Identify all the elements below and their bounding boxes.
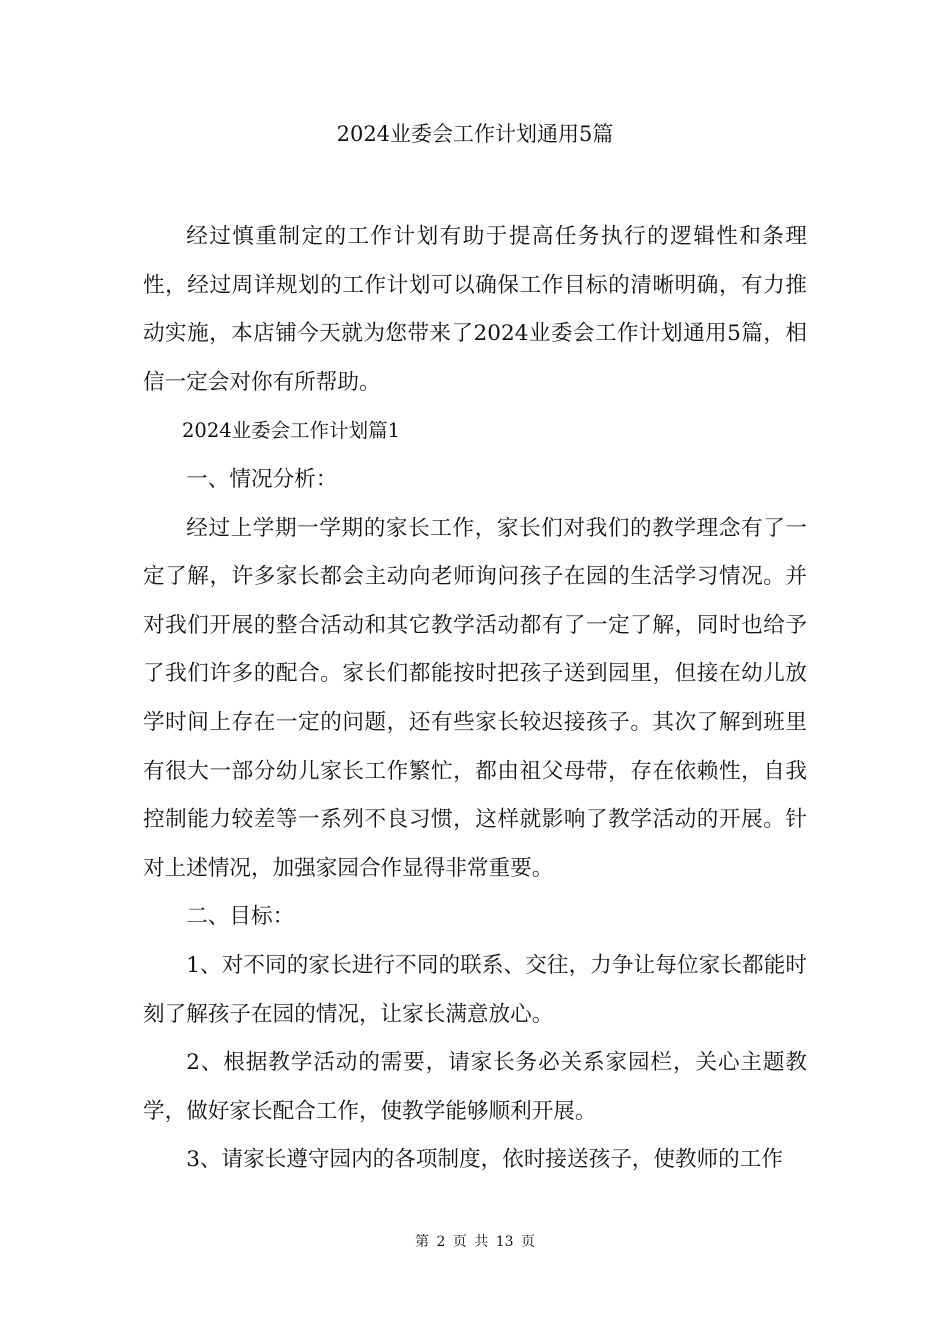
- subsection-heading-situation: 一、情况分析：: [186, 466, 338, 492]
- goal-item-2: 2、根据教学活动的需要，请家长务必关系家园栏，关心主题教学，做好家长配合工作，使教学能够顺利开展。: [143, 1050, 807, 1124]
- document-title: 2024业委会工作计划通用5篇: [336, 122, 614, 146]
- document-body: [143, 213, 807, 1185]
- situation-paragraph: 经过上学期一学期的家长工作，家长们对我们的教学理念有了一定了解，许多家长都会主动向老师询问孩子在园的生活学习情况。并对我们开展的整合活动和其它教学活动都有了一定了解，同时也给予了我们许多的配合。家长们都能按时把孩子送到园里，但接在幼儿放学时间上存在一定的问题，还有些家长较迟接孩子。其次了解到班里有很大一部分幼儿家长工作繁忙，都由祖父母带，存在依赖性，自我控制能力较差等一系列不良习惯，这样就影响了教学活动的开展。针对上述情况，加强家园合作显得非常重要。: [143, 515, 807, 881]
- section-heading: 2024业委会工作计划篇1: [182, 419, 401, 443]
- page-footer: 第 2 页 共 13 页: [415, 1234, 535, 1250]
- goal-item-1: 1、对不同的家长进行不同的联系、交往，力争让每位家长都能时刻了解孩子在园的情况，让家长满意放心。: [143, 952, 807, 1027]
- goal-item-3: 3、请家长遵守园内的各项制度，依时接送孩子，使教师的工作: [186, 1147, 783, 1173]
- subsection-heading-goals: 二、目标：: [186, 904, 295, 930]
- intro-paragraph: 经过慎重制定的工作计划有助于提高任务执行的逻辑性和条理性，经过周详规划的工作计划可以确保工作目标的清晰明确，有力推动实施，本店铺今天就为您带来了2024业委会工作计划通用5篇，相信一定会对你有所帮助。: [143, 224, 807, 395]
